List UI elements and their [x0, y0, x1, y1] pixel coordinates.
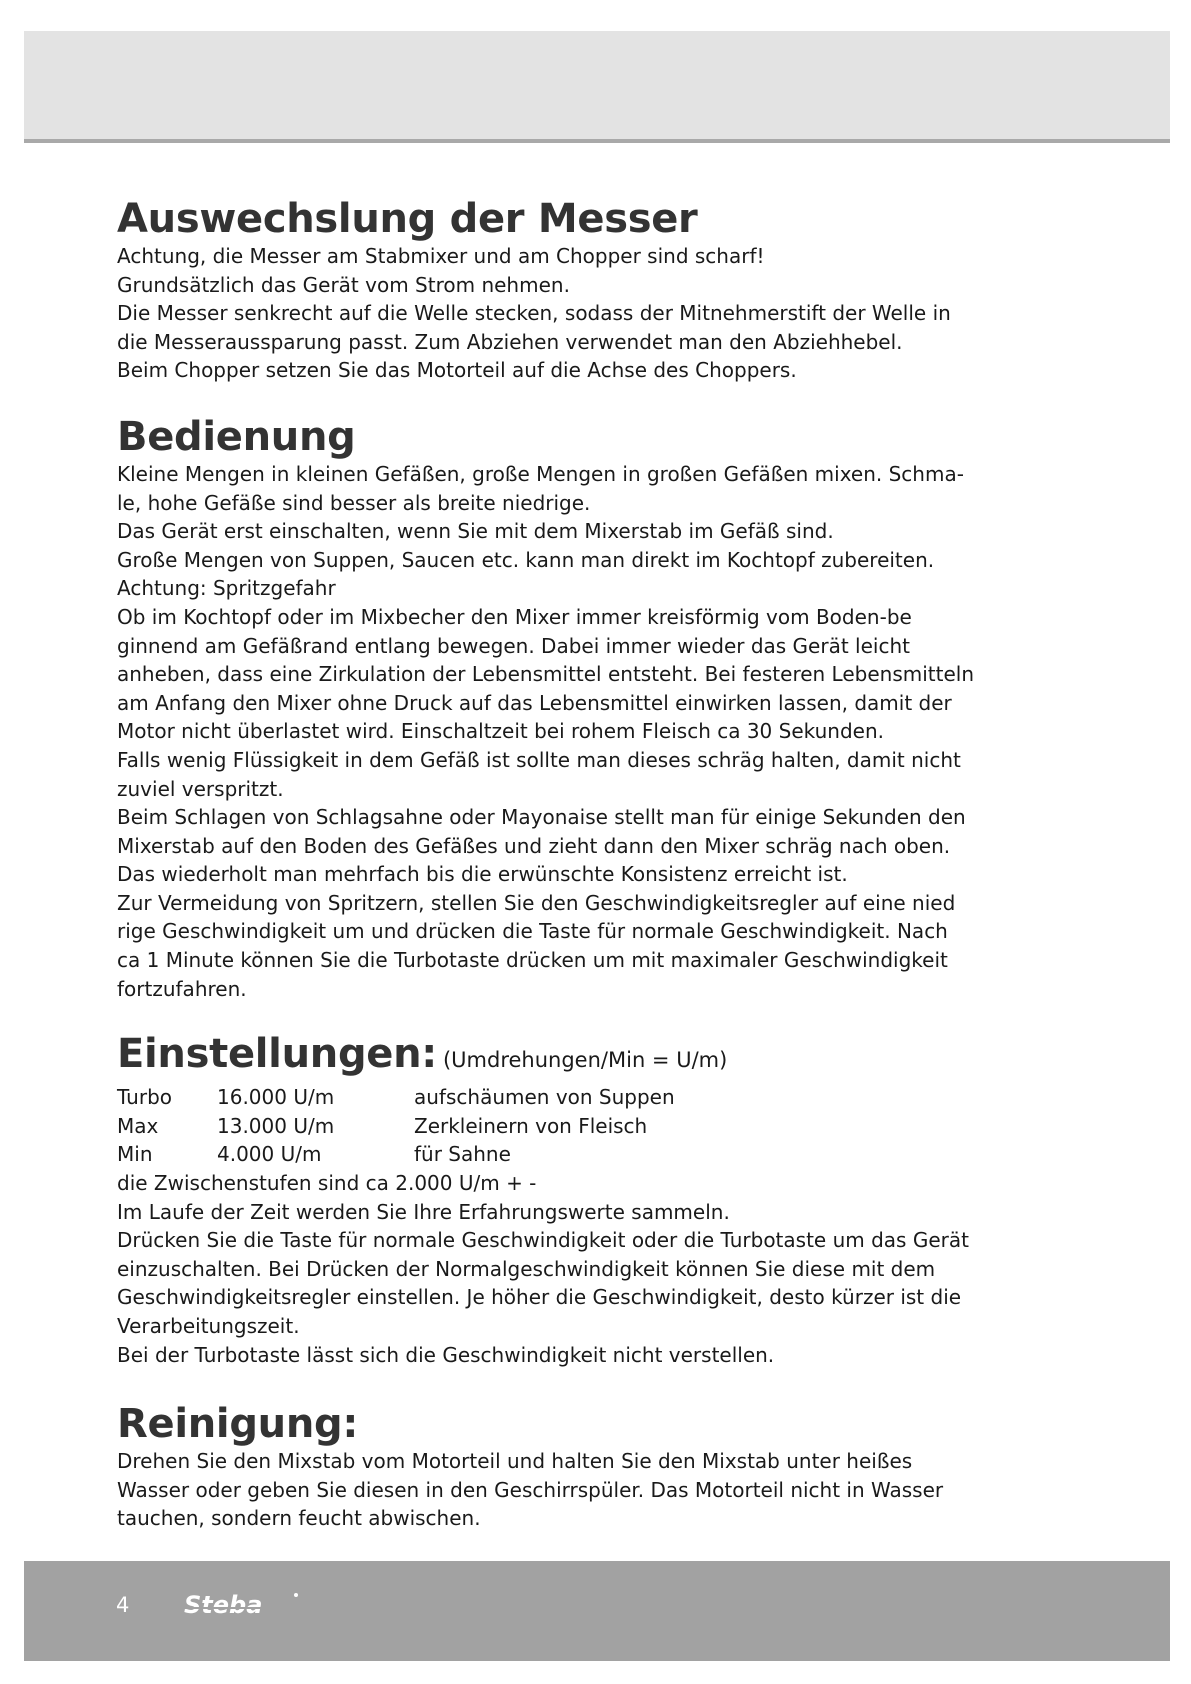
text-line: Grundsätzlich das Gerät vom Strom nehmen. [117, 272, 570, 297]
text-line: Mixerstab auf den Boden des Gefäßes und zieht dann den Mixer schräg nach oben. [117, 833, 951, 858]
text-line: zuviel verspritzt. [117, 776, 284, 801]
text-line: Bei der Turbotaste lässt sich die Geschwindigkeit nicht verstellen. [117, 1342, 775, 1367]
settings-row-max [117, 1112, 1117, 1141]
text-line: einzuschalten. Bei Drücken der Normalgeschwindigkeit können Sie diese mit dem [117, 1256, 936, 1281]
text-line: Falls wenig Flüssigkeit in dem Gefäß ist sollte man dieses schräg halten, damit nicht [117, 747, 961, 772]
setting-use: aufschäumen von Suppen [414, 1085, 675, 1110]
setting-use: für Sahne [414, 1142, 511, 1167]
section-auswechslung [117, 196, 1117, 385]
setting-use: Zerkleinern von Fleisch [414, 1113, 648, 1138]
logo-registered-mark [294, 1593, 298, 1597]
section-reinigung [117, 1401, 1117, 1533]
text-line: le, hohe Gefäße sind besser als breite niedrige. [117, 490, 591, 515]
setting-speed: 16.000 U/m [217, 1085, 335, 1110]
text-line: Im Laufe der Zeit werden Sie Ihre Erfahrungswerte sammeln. [117, 1199, 730, 1224]
text-line: Beim Schlagen von Schlagsahne oder Mayonaise stellt man für einige Sekunden den [117, 805, 966, 830]
setting-speed: 4.000 U/m [217, 1142, 322, 1167]
steba-logo [180, 1587, 310, 1627]
settings-row-turbo [117, 1083, 1117, 1112]
text-line: fortzufahren. [117, 976, 247, 1001]
text-line: Das wiederholt man mehrfach bis die erwünschte Konsistenz erreicht ist. [117, 862, 848, 887]
setting-mode: Turbo [117, 1085, 173, 1110]
text-line: Geschwindigkeitsregler einstellen. Je höher die Geschwindigkeit, desto kürzer ist die [117, 1285, 962, 1310]
text-line: Beim Chopper setzen Sie das Motorteil auf die Achse des Choppers. [117, 358, 797, 383]
heading-subtitle: (Umdrehungen/Min = U/m) [442, 1048, 728, 1073]
text-line: ginnend am Gefäßrand entlang bewegen. Dabei immer wieder das Gerät leicht [117, 633, 910, 658]
text-line: Wasser oder geben Sie diesen in den Geschirrspüler. Das Motorteil nicht in Wasser [117, 1477, 944, 1502]
text-line: Kleine Mengen in kleinen Gefäßen, große Mengen in großen Gefäßen mixen. Schma- [117, 461, 964, 486]
text-line: Ob im Kochtopf oder im Mixbecher den Mixer immer kreisförmig vom Boden-be [117, 604, 912, 629]
setting-mode: Max [117, 1113, 159, 1138]
text-line: Zur Vermeidung von Spritzern, stellen Sie den Geschwindigkeitsregler auf eine nied [117, 890, 956, 915]
footer-band [24, 1561, 1170, 1661]
text-line: ca 1 Minute können Sie die Turbotaste drücken um mit maximaler Geschwindigkeit [117, 948, 948, 973]
text-line: Die Messer senkrecht auf die Welle stecken, sodass der Mitnehmerstift der Welle in [117, 301, 951, 326]
text-line: Das Gerät erst einschalten, wenn Sie mit dem Mixerstab im Gefäß sind. [117, 519, 834, 544]
page-number: 4 [116, 1593, 130, 1617]
section-bedienung [117, 414, 1117, 1003]
section-heading: Auswechslung der Messer [117, 196, 698, 242]
text-line: Achtung, die Messer am Stabmixer und am Chopper sind scharf! [117, 244, 765, 268]
settings-row-min [117, 1140, 1117, 1169]
section-einstellungen [117, 1031, 1117, 1369]
setting-mode: Min [117, 1142, 153, 1167]
section-heading: Bedienung [117, 413, 356, 460]
text-line: Motor nicht überlastet wird. Einschaltzeit bei rohem Fleisch ca 30 Sekunden. [117, 719, 884, 744]
text-line: tauchen, sondern feucht abwischen. [117, 1506, 481, 1531]
text-line: Drücken Sie die Taste für normale Geschwindigkeit oder die Turbotaste um das Gerät [117, 1228, 969, 1253]
text-line: anheben, dass eine Zirkulation der Lebensmittel entsteht. Bei festeren Lebensmitteln [117, 662, 975, 687]
text-line: die Messeraussparung passt. Zum Abziehen verwendet man den Abziehhebel. [117, 329, 903, 354]
setting-speed: 13.000 U/m [217, 1113, 335, 1138]
section-heading: Reinigung: [117, 1401, 359, 1448]
text-line: Verarbeitungszeit. [117, 1314, 300, 1338]
page-content [117, 196, 1117, 1533]
heading-text: Einstellungen: [117, 1031, 437, 1078]
text-line: rige Geschwindigkeit um und drücken die Taste für normale Geschwindigkeit. Nach [117, 919, 948, 944]
text-line: am Anfang den Mixer ohne Druck auf das Lebensmittel einwirken lassen, damit der [117, 690, 952, 715]
logo-text: Steba [184, 1591, 263, 1619]
text-line: Drehen Sie den Mixstab vom Motorteil und halten Sie den Mixstab unter heißes [117, 1449, 913, 1474]
text-line: Achtung: Spritzgefahr [117, 576, 336, 601]
text-line: die Zwischenstufen sind ca 2.000 U/m + - [117, 1171, 537, 1196]
header-band [24, 31, 1170, 143]
text-line: Große Mengen von Suppen, Saucen etc. kann man direkt im Kochtopf zubereiten. [117, 547, 935, 572]
section-heading [117, 1031, 1117, 1083]
